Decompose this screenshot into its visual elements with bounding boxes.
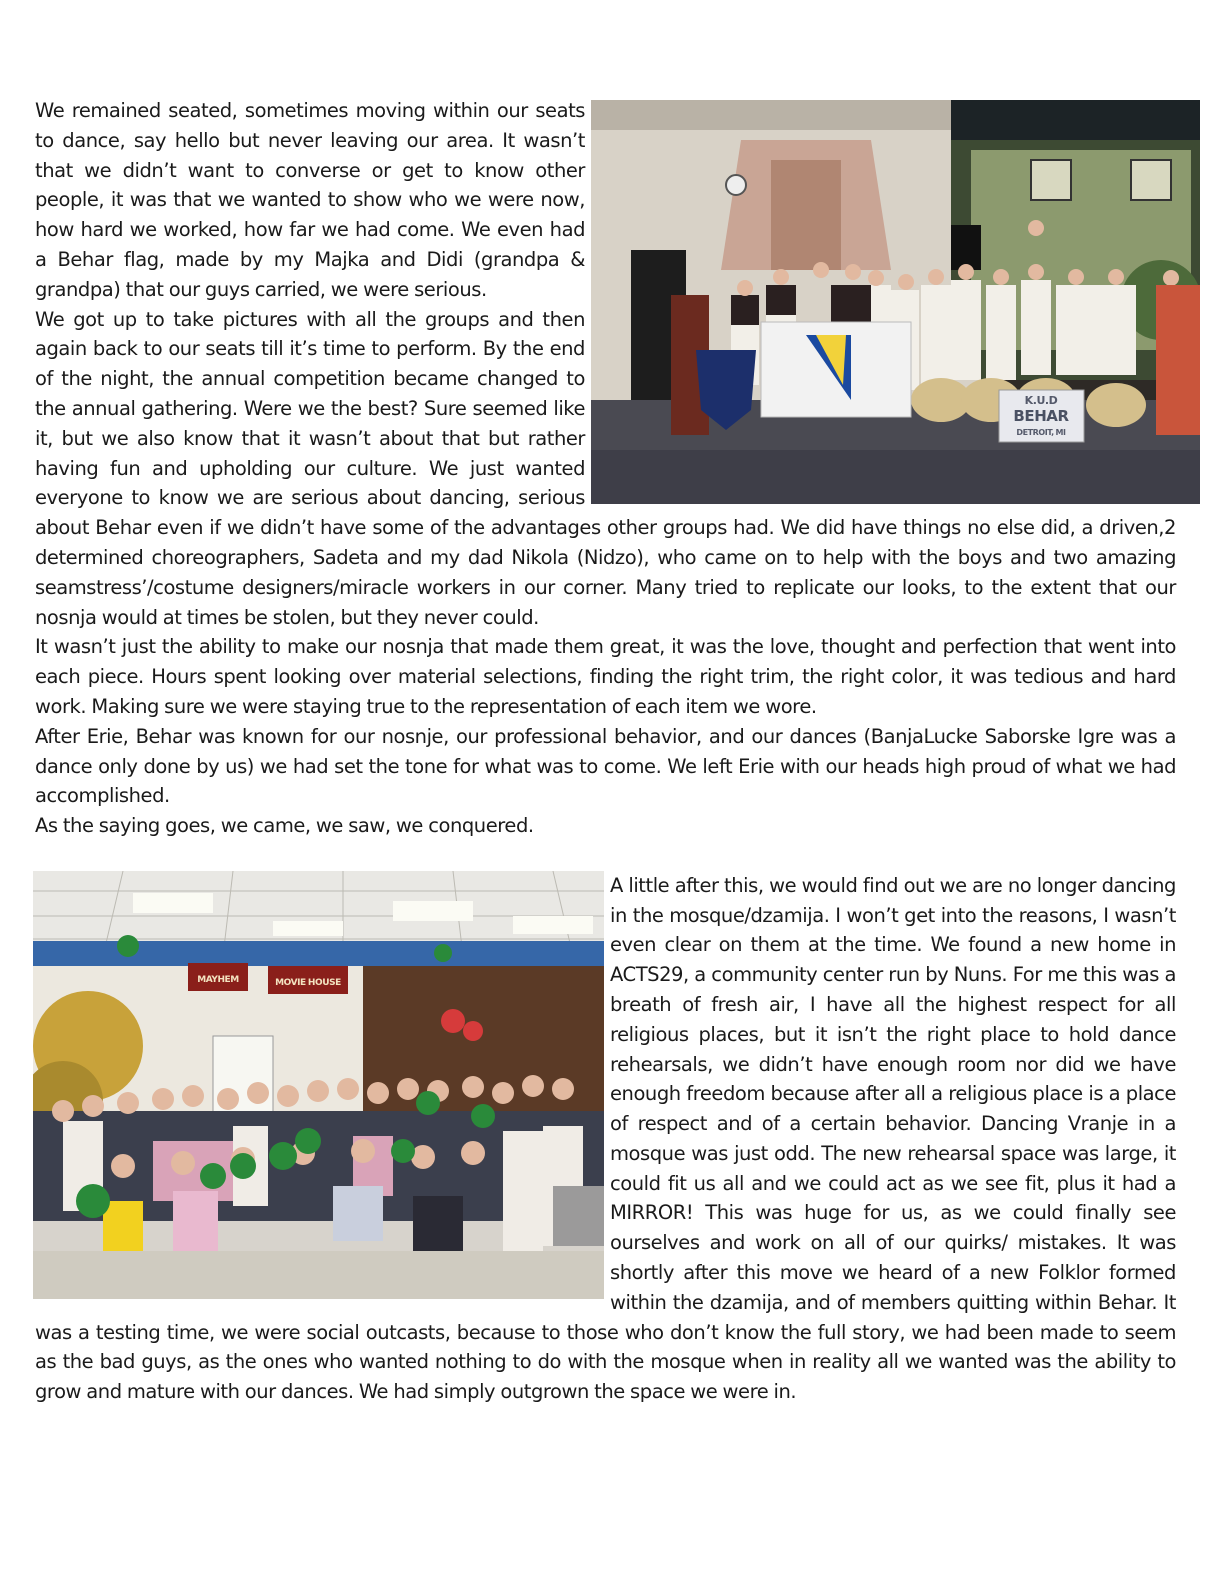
document-page [35,96,1176,1407]
paragraph-spacer [35,841,1176,871]
paragraph-4: After Erie, Behar was known for our nosnje, our professional behavior, and our dances (BanjaLucke Saborske Igre was a dance only done by us) we had set the tone for what was to come. We left Erie with our heads high proud of what we had accomplished. [35,724,1176,808]
paragraph-1: We remained seated, sometimes moving within our seats to dance, say hello but never leaving our area. It wasn’t that we didn’t want to converse or get to know other people, it was that we wanted to show who we were now, how hard we worked, how far we had come. We even had a Behar flag, made by my Majka and Didi (grandpa & grandpa) that our guys carried, we were serious. [35,99,585,301]
paragraph-3: It wasn’t just the ability to make our nosnja that made them great, it was the love, thought and perfection that went into each piece. Hours spent looking over material selections, finding the right trim, the right color, it was tedious and hard work. Making sure we were staying true to the representation of each item we wore. [35,635,1176,718]
stage-photo-illustration [591,100,1200,504]
marquee-sign-left: MAYHEM [197,974,239,985]
sign-detroit: DETROIT, MI [1016,428,1066,437]
paragraph-6: A little after this, we would find out we are no longer dancing in the mosque/dzamija. I won’t get into the reasons, I wasn’t even clear on them at the time. We found a new home in ACTS29, a community center run by Nuns. For me this was a breath of fresh air, I have all the highest respect for all religious places, but it isn’t the right place to hold dance rehearsals, we didn’t have enough room nor did we have enough freedom because after all a religious place is a place of respect and of a certain behavior. Dancing Vranje in a mosque was just odd. The new rehearsal space was large, it could fit us all and we could act as we see fit, plus it had a MIRROR! This was huge for us, as we could finally see ourselves and work on all of our quirks/ mistakes. It was shortly after this move we heard of a new Folklor formed within the dzamija, and of members quitting within Behar. It was a testing time, we were social outcasts, because to those who don’t know the full story, we had been made to seem as the bad guys, as the ones who wanted nothing to do with the mosque when in reality all we wanted was the ability to grow and mature with our dances. We had simply outgrown the space we were in. [35,873,1176,1404]
paragraph-5: As the saying goes, we came, we saw, we conquered. [35,814,534,838]
paragraph-2: We got up to take pictures with all the groups and then again back to our seats till it’s time to perform. By the end of the night, the annual competition became changed to the annual gathering. Were we the best? Sure seemed like it, but we also know that it wasn’t about that but rather having fun and upholding our culture. We just wanted everyone to know we are serious about dancing, serious about Behar even if we didn’t have some of the advantages other groups had. We did have things no else did, a driven,2 determined choreographers, Sadeta and my dad Nikola (Nidzo), who came on to help with the boys and two amazing seamstress’/costume designers/miracle workers in our corner. Many tried to replicate our looks, to the extent that our nosnja would at times be stolen, but they never could. [35,307,1176,629]
marquee-sign-right: MOVIE HOUSE [275,977,341,988]
sign-kud: K.U.D [1024,394,1058,407]
community-center-group-photo [33,871,604,1299]
dance-group-stage-photo [591,100,1200,504]
sign-behar: BEHAR [1013,407,1069,425]
group-photo-illustration [33,871,604,1299]
